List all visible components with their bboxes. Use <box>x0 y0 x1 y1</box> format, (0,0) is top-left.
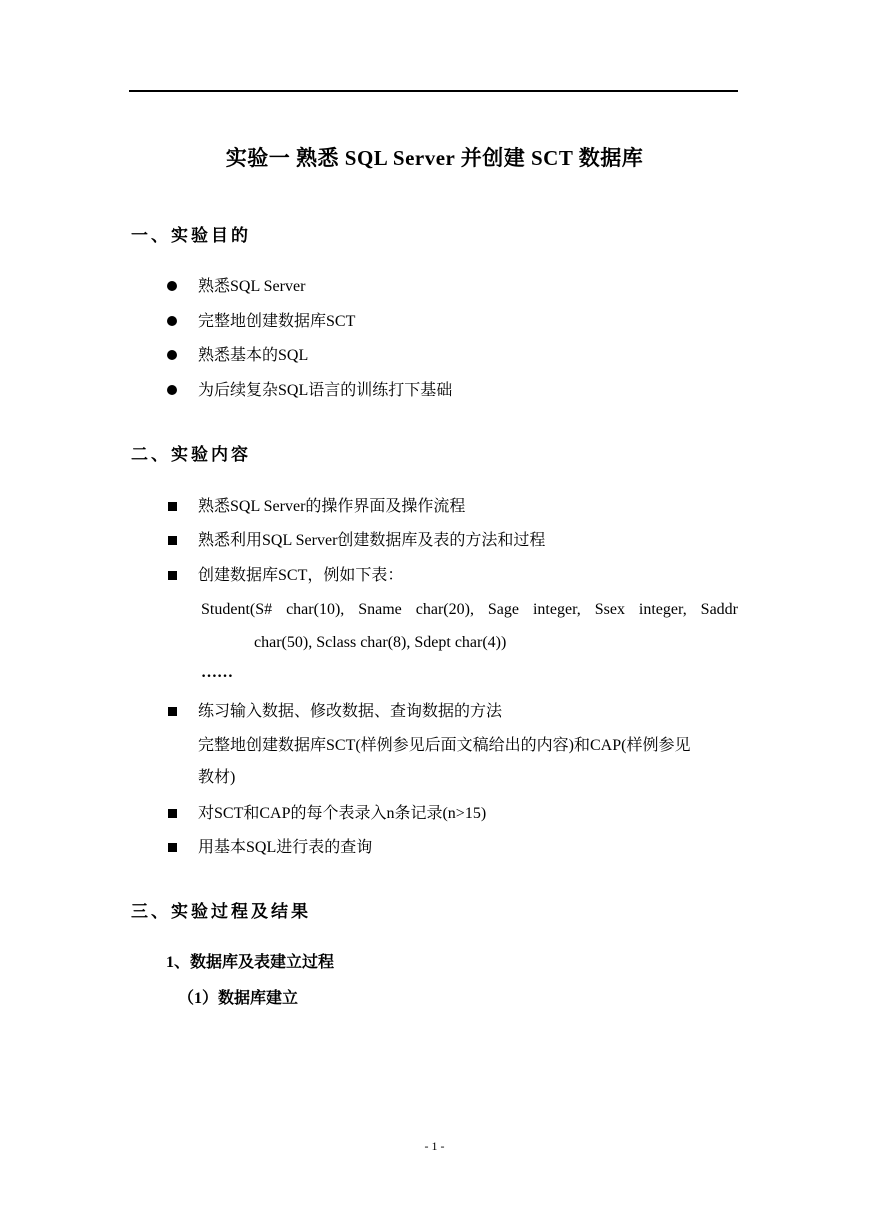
bullet-square-icon <box>168 571 177 580</box>
header-rule <box>129 90 738 92</box>
bullet-dot-icon <box>167 350 177 360</box>
bullet-square-icon <box>168 536 177 545</box>
schema-definition-line-2: char(50), Sclass char(8), Sdept char(4)) <box>254 634 507 651</box>
section-heading-content: 二、实验内容 <box>131 445 251 464</box>
document-title: 实验一 熟悉 SQL Server 并创建 SCT 数据库 <box>225 146 644 170</box>
bullet-dot-icon <box>167 281 177 291</box>
subheading-database-creation: （1）数据库建立 <box>178 990 299 1007</box>
bullet-square-icon <box>168 809 177 818</box>
bullet-square-icon <box>168 707 177 716</box>
document-page: 实验一 熟悉 SQL Server 并创建 SCT 数据库 一、实验目的 熟悉SQL Server 完整地创建数据库SCT 熟悉基本的SQL 为后续复杂SQL语言的训练打下基础 二、实验内容 熟悉SQL Server的操作界面及操作流程 熟悉利用SQL Server创建数据库及表的方法和过程 创建数据库SCT，例如下表： Student(S# char(10), Sname char(20), Sage integer, Ssex integer, Saddr char(50), Sclass char(8), Sdept char(4)) …… 练习输入数据、修改数据、查询数据的方法 完整地创建数据库SCT(样例参见后面文稿给出的内容)和CAP(样例参见 教材) 对SCT和CAP的每个表录入n条记录(n>15) 用基本SQL进行表的查询 三、实验过程及结果 1、数据库及表建立过程 （1）数据库建立 - 1 - <box>0 0 869 1228</box>
section-heading-process: 三、实验过程及结果 <box>131 902 311 921</box>
schema-definition-line-1: Student(S# char(10), Sname char(20), Sage integer, Ssex integer, Saddr <box>201 601 738 618</box>
bullet-dot-icon <box>167 385 177 395</box>
bullet-dot-icon <box>167 316 177 326</box>
subheading-database-setup: 1、数据库及表建立过程 <box>166 954 335 971</box>
section-heading-purpose: 一、实验目的 <box>131 226 251 245</box>
ellipsis: …… <box>201 664 233 681</box>
page-number: - 1 - <box>424 1139 445 1153</box>
bullet-square-icon <box>168 502 177 511</box>
bullet-square-icon <box>168 843 177 852</box>
